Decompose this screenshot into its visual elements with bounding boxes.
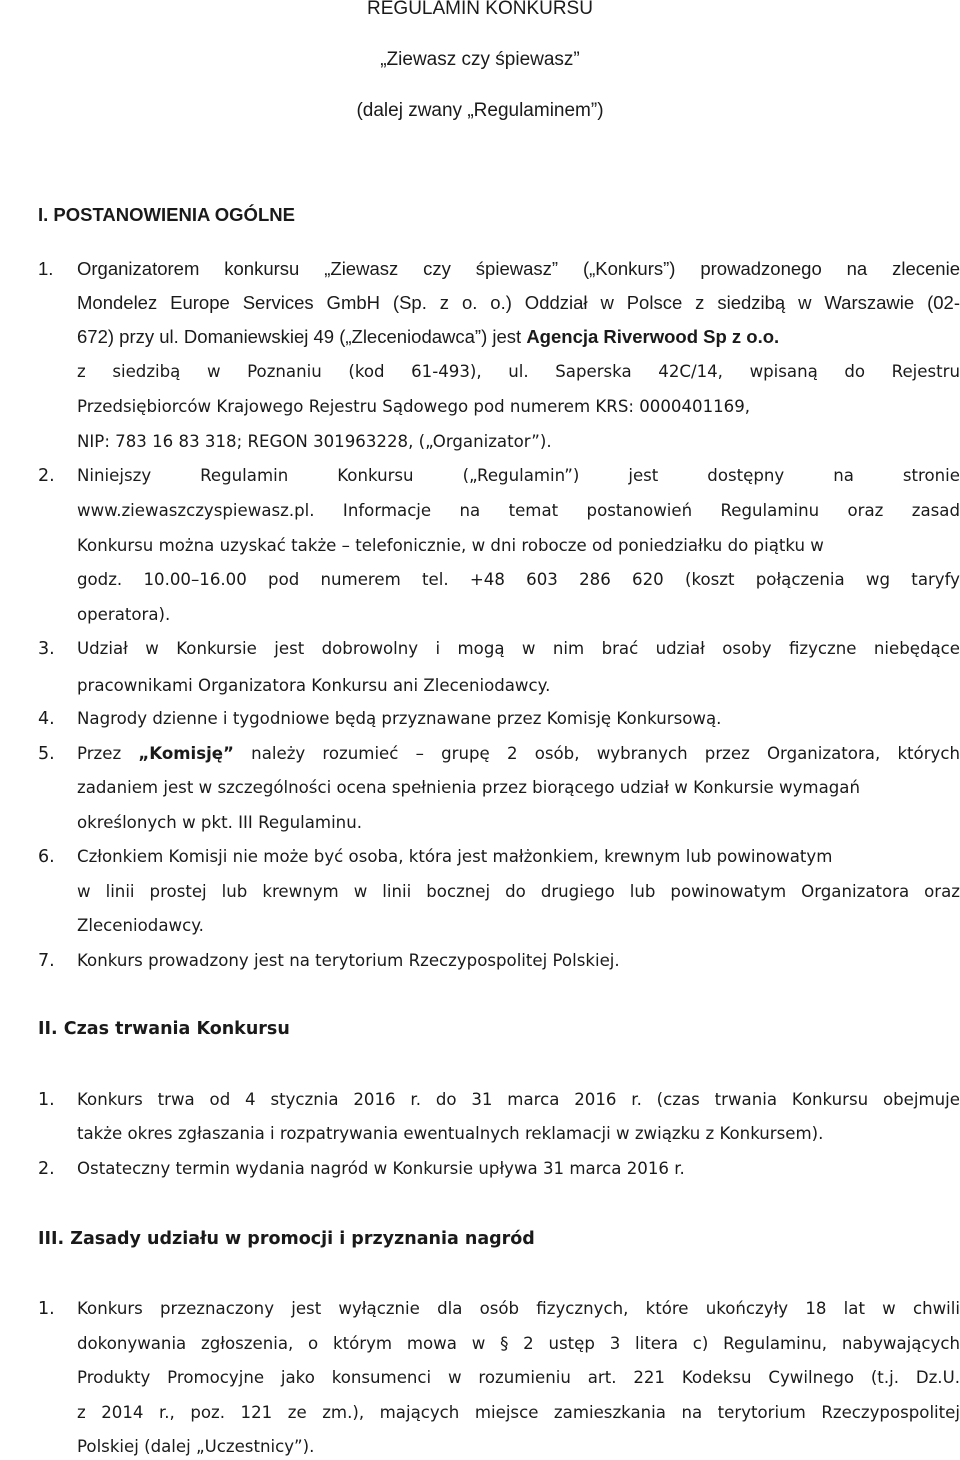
item-line: [77, 742, 960, 766]
item-number: 2.: [38, 466, 55, 486]
item-number: 3.: [38, 639, 55, 659]
section-heading: II. Czas trwania Konkursu: [38, 1019, 290, 1039]
item-line: operatora).: [77, 605, 171, 624]
item-line: z siedzibą w Poznaniu (kod 61-493), ul. Saperska 42C/14, wpisaną do Rejestru: [77, 362, 960, 381]
item-number: 7.: [38, 951, 55, 971]
item-line: Konkurs prowadzony jest na terytorium Rzeczypospolitej Polskiej.: [77, 951, 620, 970]
item-line: Ostateczny termin wydania nagród w Konkursie upływa 31 marca 2016 r.: [77, 1159, 685, 1178]
document-alias: (dalej zwany „Regulaminem”): [356, 100, 604, 121]
section-heading: III. Zasady udziału w promocji i przyznania nagród: [38, 1229, 535, 1249]
item-line: godz. 10.00–16.00 pod numerem tel. +48 603 286 620 (koszt połączenia wg taryfy: [77, 570, 960, 589]
item-number: 1.: [38, 1299, 55, 1319]
section-heading: I. POSTANOWIENIA OGÓLNE: [38, 204, 295, 225]
item-line: Konkursu można uzyskać także – telefonicznie, w dni robocze od poniedziałku do piątku w: [77, 536, 824, 555]
item-line: Zleceniodawcy.: [77, 916, 204, 935]
item-line: pracownikami Organizatora Konkursu ani Zleceniodawcy.: [77, 676, 551, 695]
item-line: z 2014 r., poz. 121 ze zm.), mających miejsce zamieszkania na terytorium Rzeczypospolitej: [77, 1403, 960, 1422]
item-line: Mondelez Europe Services GmbH (Sp. z o. o.) Oddział w Polsce z siedzibą w Warszawie (02-: [77, 292, 960, 313]
contest-name: „Ziewasz czy śpiewasz”: [380, 49, 580, 70]
item-line: Produkty Promocyjne jako konsumenci w rozumieniu art. 221 Kodeksu Cywilnego (t.j. Dz.U.: [77, 1368, 960, 1387]
document-title: REGULAMIN KONKURSU: [367, 0, 593, 19]
item-line: w linii prostej lub krewnym w linii bocznej do drugiego lub powinowatym Organizatora oraz: [77, 882, 960, 901]
item-line: dokonywania zgłoszenia, o którym mowa w § 2 ustęp 3 litera c) Regulaminu, nabywających: [77, 1334, 960, 1353]
item-number: 6.: [38, 847, 55, 867]
item-line: Członkiem Komisji nie może być osoba, która jest małżonkiem, krewnym lub powinowatym: [77, 847, 833, 866]
item-line: Organizatorem konkursu „Ziewasz czy śpiewasz” („Konkurs”) prowadzonego na zlecenie: [77, 258, 960, 279]
item-number: 1.: [38, 258, 54, 279]
item-line: Polskiej (dalej „Uczestnicy”).: [77, 1437, 315, 1456]
item-line-text: 672) przy ul. Domaniewskiej 49 („Zleceniodawca”) jest: [77, 326, 527, 347]
item-number: 5.: [38, 744, 55, 764]
item-line: Nagrody dzienne i tygodniowe będą przyznawane przez Komisję Konkursową.: [77, 709, 722, 728]
organizer-name: Agencja Riverwood Sp z o.o.: [526, 326, 780, 347]
item-line: także okres zgłaszania i rozpatrywania ewentualnych reklamacji w związku z Konkursem).: [77, 1124, 824, 1143]
item-line: Udział w Konkursie jest dobrowolny i mogą w nim brać udział osoby fizyczne niebędące: [77, 639, 960, 658]
item-line: NIP: 783 16 83 318; REGON 301963228, („Organizator”).: [77, 432, 552, 451]
item-line: zadaniem jest w szczególności ocena spełnienia przez biorącego udział w Konkursie wymagań: [77, 778, 860, 797]
item-number: 1.: [38, 1090, 55, 1110]
website-link[interactable]: www.ziewaszczyspiewasz.pl.: [77, 501, 315, 520]
item-line-text: Przez: [77, 744, 139, 763]
item-line-text: Informacje na temat postanowień Regulaminu oraz zasad: [314, 501, 960, 520]
item-number: 4.: [38, 709, 55, 729]
item-line: Przedsiębiorców Krajowego Rejestru Sądowego pod numerem KRS: 0000401169,: [77, 397, 751, 416]
item-line: [77, 499, 960, 523]
item-line: Konkurs trwa od 4 stycznia 2016 r. do 31 marca 2016 r. (czas trwania Konkursu obejmuje: [77, 1090, 960, 1109]
committee-term: „Komisję”: [138, 744, 234, 763]
item-line: [77, 325, 960, 349]
item-line: Konkurs przeznaczony jest wyłącznie dla osób fizycznych, które ukończyły 18 lat w chwili: [77, 1299, 960, 1318]
item-number: 2.: [38, 1159, 55, 1179]
item-line-text: należy rozumieć – grupę 2 osób, wybranych przez Organizatora, których: [233, 744, 960, 763]
item-line: określonych w pkt. III Regulaminu.: [77, 813, 362, 832]
item-line: Niniejszy Regulamin Konkursu („Regulamin”) jest dostępny na stronie: [77, 466, 960, 485]
